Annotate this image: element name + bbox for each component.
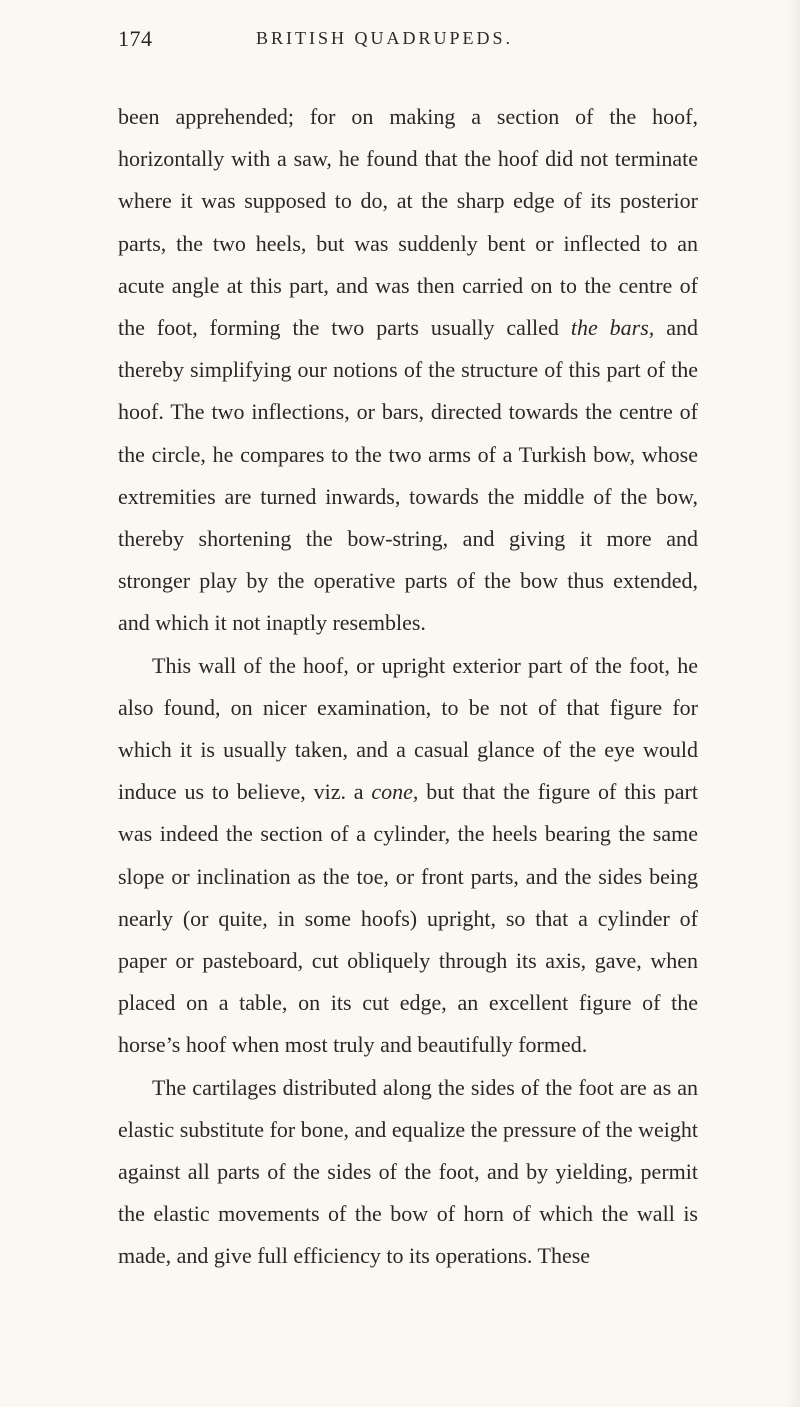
running-title: BRITISH QUADRUPEDS. (256, 28, 514, 48)
text-run: This wall of the hoof, or upright exterior part of the foot, he also found, on nicer examination, to be not of that figure for which it is usually taken, and a casual glance of the eye would induce us to believe, viz. a (118, 652, 698, 805)
paragraph-3 (118, 1067, 698, 1278)
page-edge-shadow (786, 0, 800, 1407)
text-run: and thereby simplifying our notions of the structure of this part of the hoof. The two inflections, or bars, directed towards the centre of the circle, he compares to the two arms of a Turkish bow, whose extremities are turned inwards, towards the middle of the bow, thereby shortening the bow-string, and giving it more and stronger play by the operative parts of the bow thus extended, and which it not inaptly resembles. (118, 315, 699, 636)
paragraph-2 (118, 645, 698, 1067)
text-run: but that the figure of this part was indeed the section of a cylinder, the heels bearing the same slope or inclination as the toe, or front parts, and the sides being nearly (or quite, in some hoofs) upright, so that a cylinder of paper or pasteboard, cut obliquely through its axis, gave, when placed on a table, on its cut edge, an excellent figure of the horse’s hoof when most truly and beautifully formed. (118, 779, 698, 1058)
text-run: been apprehended; for on making a section of the hoof, horizontally with a saw, he found that the hoof did not terminate where it was supposed to do, at the sharp edge of its posterior parts, the two heels, but was suddenly bent or inflected to an acute angle at this part, and was then carried on to the centre of the foot, forming the two parts usually called (118, 104, 698, 341)
text-run: The cartilages distributed along the sides of the foot are as an elastic substitute for bone, and equalize the pressure of the weight against all parts of the sides of the foot, and by yielding, permit the elastic movements of the bow of horn of which the wall is made, and give full efficiency to its operations. These (118, 1074, 698, 1269)
italic-term-the-bars: the bars, (570, 315, 655, 341)
italic-term-cone: cone, (371, 779, 419, 805)
body-text (118, 96, 698, 1278)
running-head (118, 26, 718, 66)
page-number: 174 (118, 26, 153, 51)
paragraph-1 (118, 96, 698, 645)
